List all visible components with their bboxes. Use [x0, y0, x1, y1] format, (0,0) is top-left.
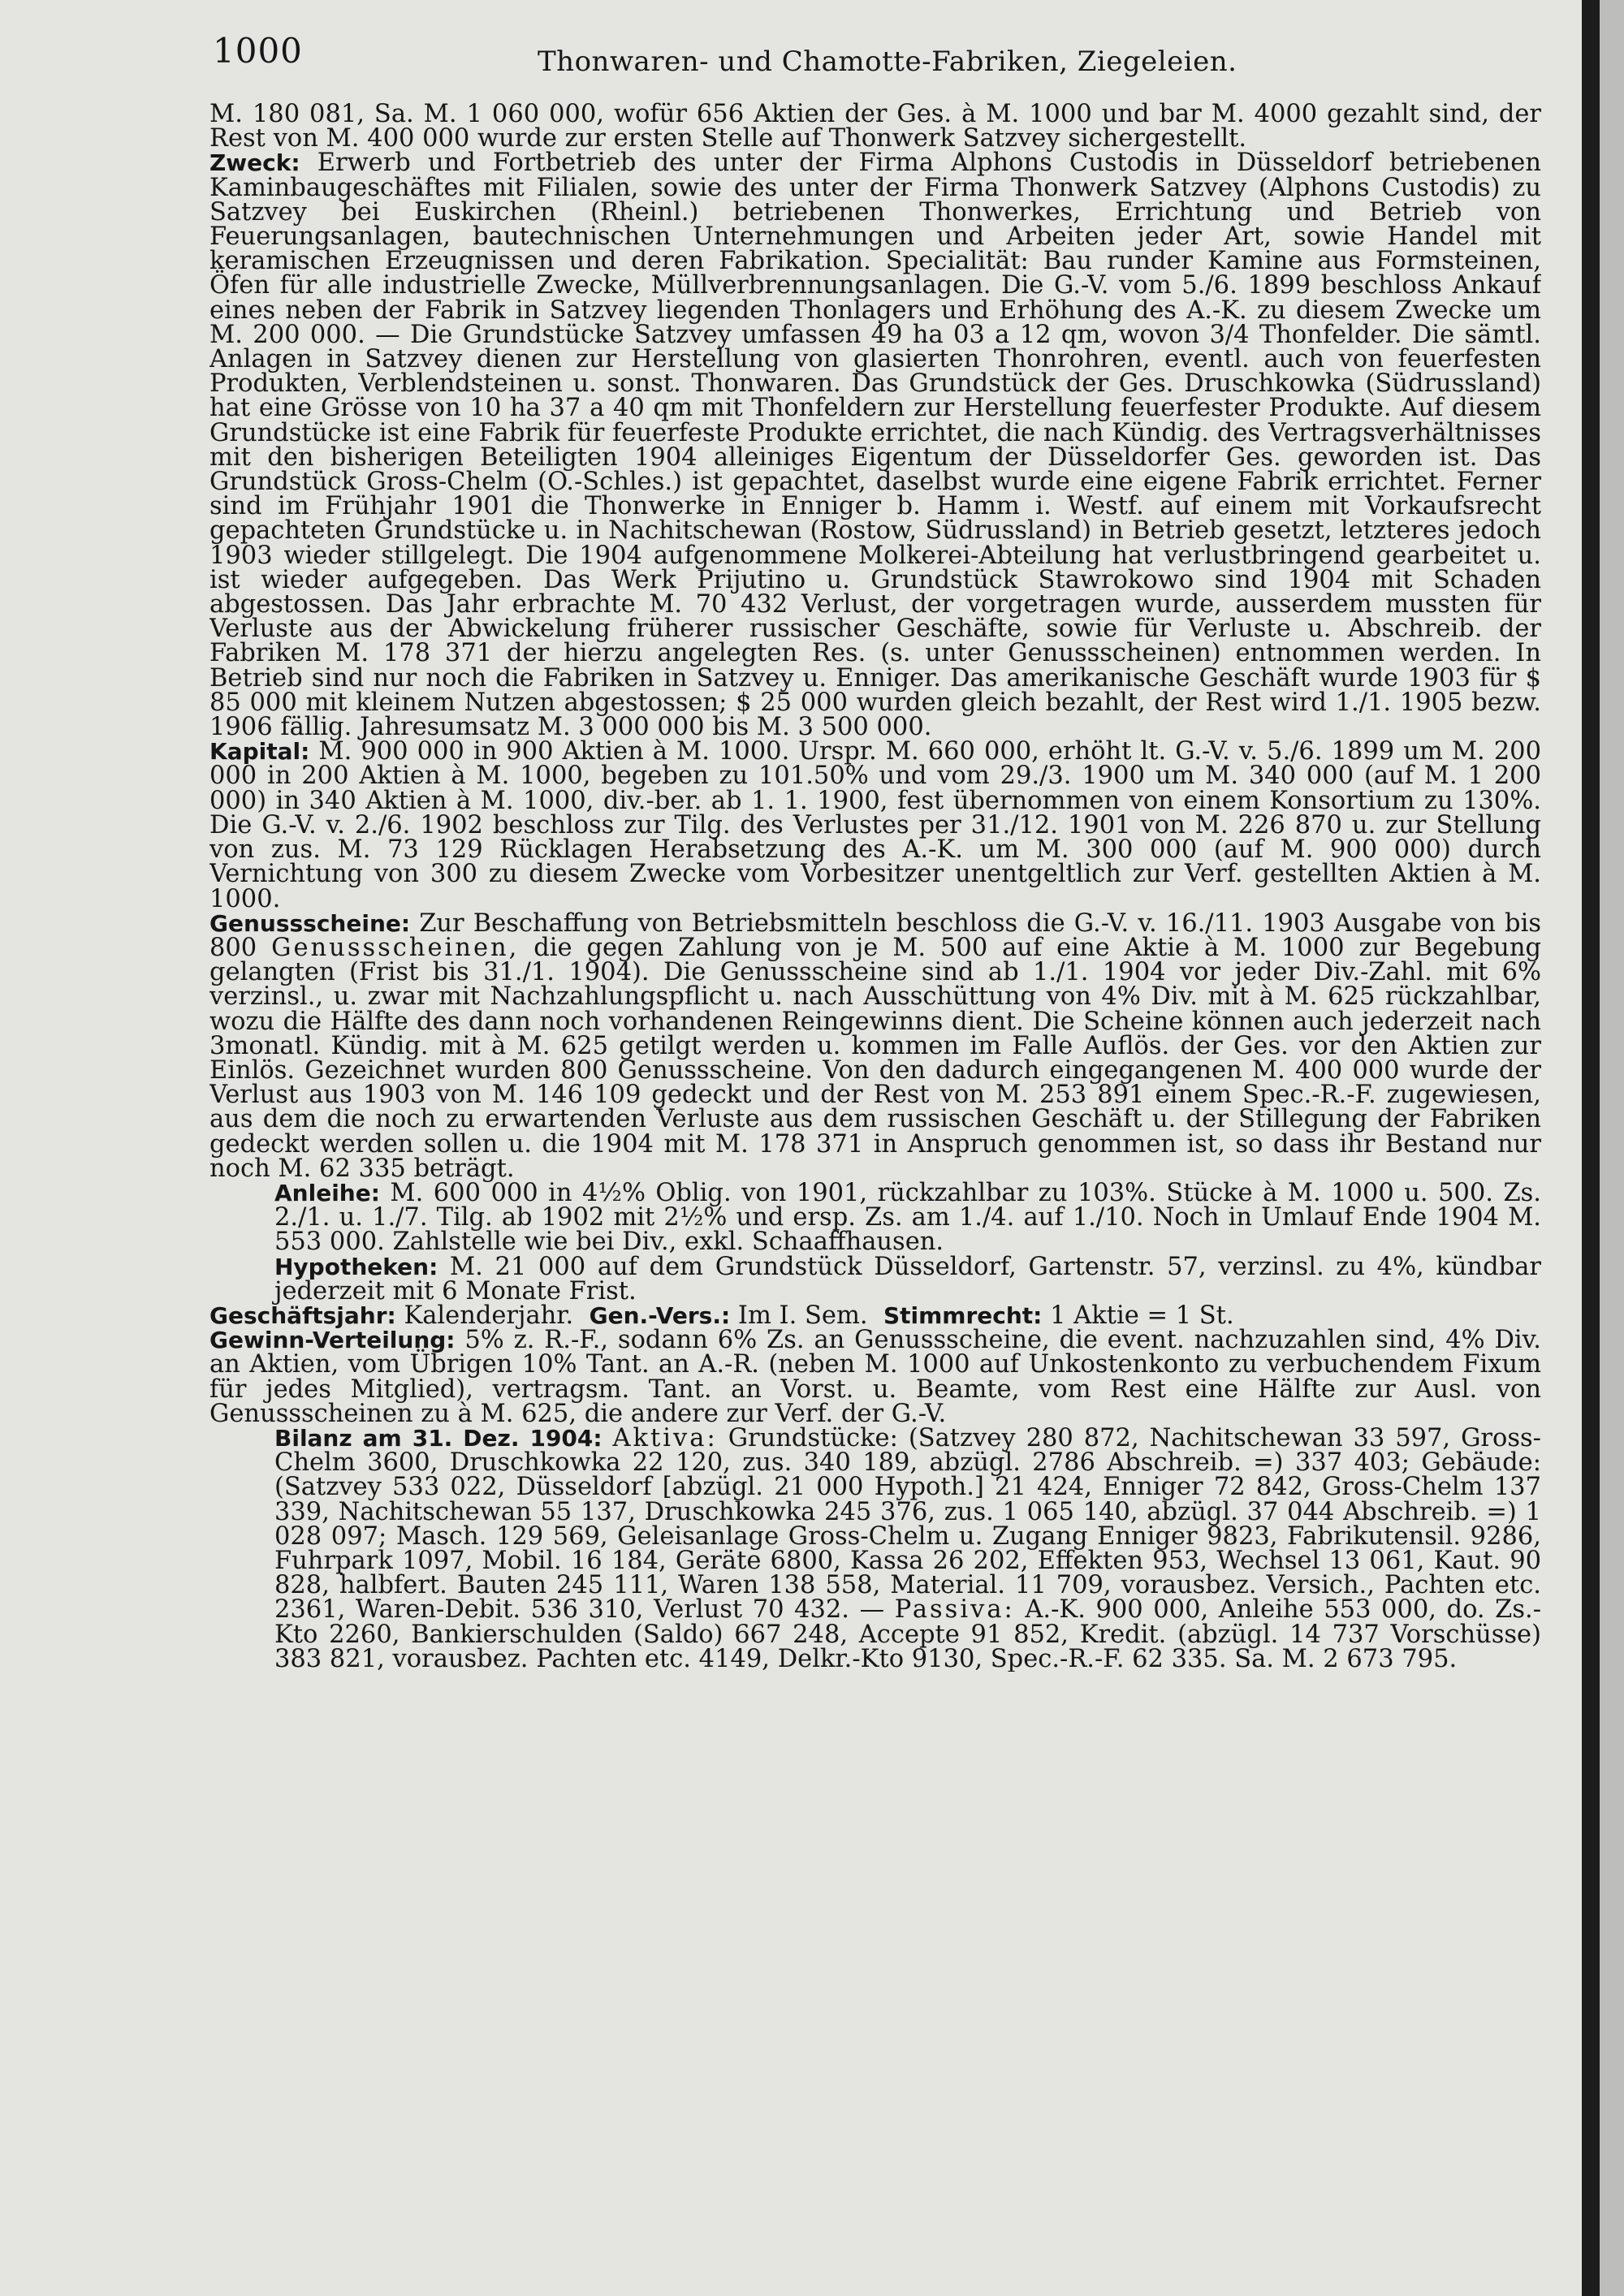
article-body [209, 102, 1541, 1672]
genussscheine-text-a: Zur Beschaffung von Betriebsmitteln beschloss die G.-V. v. 16./11. 1903 Ausgabe von bis 800 [209, 908, 1541, 962]
stimmrecht-label: Stimmrecht: [883, 1301, 1043, 1329]
genussscheine-text-b: die gegen Zahlung von je M. 500 auf eine Aktie à M. 1000 zur Begebung gelangten (Frist bis 31./1. 1904). Die Genussscheine sind ab 1./1. 1904 vor jeder Div.-Zahl. mit 6% verzinsl., u. zwar mit Nachzahlungspflicht u. nach Ausschüttung von 4% Div. mit à M. 625 rückzahlbar, wozu die Hälfte des dann noch vorhandenen Reingewinns dient. Die Scheine können auch jederzeit nach 3monatl. Kündig. mit à M. 625 getilgt werden u. kommen im Falle Auflös. der Ges. vor den Aktien zur Einlös. Gezeichnet wurden 800 Genussscheine. Von den dadurch eingegangenen M. 400 000 wurde der Verlust aus 1903 von M. 146 109 gedeckt und der Rest von M. 253 891 einem Spec.-R.-F. zugewiesen, aus dem die noch zu erwartenden Verluste aus dem russischen Geschäft u. der Stillegung der Fabriken gedeckt werden sollen u. die 1904 mit M. 178 371 in Anspruch genommen ist, so dass ihr Bestand nur noch M. 62 335 beträgt. [209, 933, 1541, 1183]
intro-text: M. 180 081, Sa. M. 1 060 000, wofür 656 Aktien der Ges. à M. 1000 und bar M. 4000 gezahlt sind, der Rest von M. 400 000 wurde zur ersten Stelle auf Thonwerk Satzvey sichergestellt. [209, 102, 1541, 153]
hypotheken-text: M. 21 000 auf dem Grundstück Düsseldorf, Gartenstr. 57, verzinsl. zu 4%, kündbar jederzeit mit 6 Monate Frist. [274, 1252, 1541, 1306]
page-number: 1000 [213, 31, 303, 71]
kapital-text: M. 900 000 in 900 Aktien à M. 1000. Urspr. M. 660 000, erhöht lt. G.-V. v. 5./6. 1899 um M. 200 000 in 200 Aktien à M. 1000, begeben zu 101.50% und vom 29./3. 1900 um M. 340 000 (auf M. 1 200 000) in 340 Aktien à M. 1000, div.-ber. ab 1. 1. 1900, fest übernommen von einem Konsortium zu 130%. Die G.-V. v. 2./6. 1902 beschloss zur Tilg. des Verlustes per 31./12. 1901 von M. 226 870 u. zur Stellung von zus. M. 73 129 Rücklagen Herabsetzung des A.-K. um M. 300 000 (auf M. 900 000) durch Vernichtung von 300 zu diesem Zwecke vom Vorbesitzer unentgeltlich zur Verf. gestellten Aktien à M. 1000. [209, 737, 1541, 913]
bilanz-passiva-text: A.-K. 900 000, Anleihe 553 000, do. Zs.-Kto 2260, Bankierschulden (Saldo) 667 248, Accepte 91 852, Kredit. (abzügl. 14 737 Vorschüsse) 383 821, vorausbez. Pachten etc. 4149, Delkr.-Kto 9130, Spec.-R.-F. 62 335. Sa. M. 2 673 795. [274, 1595, 1541, 1672]
kapital-label: Kapital: [209, 738, 310, 766]
bilanz-passiva-label: Passiva: [894, 1595, 1015, 1625]
intro-paragraph [209, 102, 1541, 151]
hypotheken-paragraph [209, 1252, 1541, 1306]
adjacent-page-edge [1600, 0, 1624, 2296]
gen-vers-text: Im I. Sem. [737, 1301, 868, 1330]
running-title: Thonwaren- und Chamotte-Fabriken, Ziegeleien. [538, 45, 1237, 78]
geschaeftsjahr-paragraph [209, 1301, 1541, 1330]
zweck-label: Zweck: [209, 149, 300, 177]
gewinn-label: Gewinn-Verteilung: [209, 1327, 456, 1354]
bilanz-aktiva-text: Grundstücke: (Satzvey 280 872, Nachitschewan 33 597, Gross-Chelm 3600, Druschkowka 22 120, zus. 340 189, abzügl. 2786 Abschreib. =) 337 403; Gebäude: (Satzvey 533 022, Düsseldorf [abzügl. 21 000 Hypoth.] 21 424, Enniger 72 842, Gross-Chelm 137 339, Nachitschewan 55 137, Druschkowka 245 376, zus. 1 065 140, abzügl. 37 044 Abschreib. =) 1 028 097; Masch. 129 569, Geleisanlage Gross-Chelm u. Zugang Enniger 9823, Fabrikutensil. 9286, Fuhrpark 1097, Mobil. 16 184, Geräte 6800, Kassa 26 202, Effekten 953, Wechsel 13 061, Kaut. 90 828, halbfert. Bauten 245 111, Waren 138 558, Material. 11 709, vorausbez. Versich., Pachten etc. 2361, Waren-Debit. 536 310, Verlust 70 432. — [274, 1423, 1541, 1625]
zweck-paragraph [209, 151, 1541, 740]
genussscheine-paragraph [209, 908, 1541, 1183]
geschaeftsjahr-label: Geschäftsjahr: [209, 1301, 396, 1329]
anleihe-label: Anleihe: [274, 1179, 380, 1206]
bilanz-aktiva-label: Aktiva: [612, 1423, 718, 1452]
hypotheken-label: Hypotheken: [274, 1253, 438, 1280]
zweck-text: Erwerb und Fortbetrieb des unter der Firma Alphons Custodis in Düsseldorf betriebenen Kaminbaugeschäftes mit Filialen, sowie des unter der Firma Thonwerk Satzvey (Alphons Custodis) zu Satzvey bei Euskirchen (Rheinl.) betriebenen Thonwerkes, Errichtung und Betrieb von Feuerungsanlagen, bautechnischen Unternehmungen und Arbeiten jeder Art, sowie Handel mit keramischen Erzeugnissen und deren Fabrikation. Specialität: Bau runder Kamine aus Formsteinen, Öfen für alle industrielle Zwecke, Müllverbrennungsanlagen. Die G.-V. vom 5./6. 1899 beschloss Ankauf eines neben der Fabrik in Satzvey liegenden Thonlagers und Erhöhung des A.-K. zu diesem Zwecke um M. 200 000. — Die Grundstücke Satzvey umfassen 49 ha 03 a 12 qm, wovon 3/4 Thonfelder. Die sämtl. Anlagen in Satzvey dienen zur Herstellung von glasierten Thonrohren, eventl. auch von feuerfesten Produkten, Verblendsteinen u. sonst. Thonwaren. Das Grundstück der Ges. Druschkowka (Südrussland) hat eine Grösse von 10 ha 37 a 40 qm mit Thonfeldern zur Herstellung feuerfester Produkte. Auf diesem Grundstücke ist eine Fabrik für feuerfeste Produkte errichtet, die nach Kündig. des Vertragsverhältnisses mit den bisherigen Beteiligten 1904 alleiniges Eigentum der Düsseldorfer Ges. geworden ist. Das Grundstück Gross-Chelm (O.-Schles.) ist gepachtet, daselbst wurde eine eigene Fabrik errichtet. Ferner sind im Frühjahr 1901 die Thonwerke in Enniger b. Hamm i. Westf. auf einem mit Vorkaufsrecht gepachteten Grundstücke u. in Nachitschewan (Rostow, Südrussland) in Betrieb gesetzt, letzteres jedoch 1903 wieder stillgelegt. Die 1904 aufgenommene Molkerei-Abteilung hat verlustbringend gearbeitet u. ist wieder aufgegeben. Das Werk Prijutino u. Grundstück Stawrokowo sind 1904 mit Schaden abgestossen. Das Jahr erbrachte M. 70 432 Verlust, der vorgetragen wurde, ausserdem mussten für Verluste aus der Abwickelung früherer russischer Geschäfte, sowie für Verluste u. Abschreib. der Fabriken M. 178 371 der hierzu angelegten Res. (s. unter Genussscheinen) entnommen werden. In Betrieb sind nur noch die Fabriken in Satzvey u. Enniger. Das amerikanische Geschäft wurde 1903 für $ 85 000 mit kleinem Nutzen abgestossen; $ 25 000 wurden gleich bezahlt, der Rest wird 1./1. 1905 bezw. 1906 fällig. Jahresumsatz M. 3 000 000 bis M. 3 500 000. [209, 149, 1541, 742]
geschaeftsjahr-text: Kalenderjahr. [404, 1301, 574, 1330]
anleihe-paragraph [209, 1178, 1541, 1257]
genussscheine-spaced-word: Genussscheinen, [271, 933, 520, 962]
kapital-paragraph [209, 737, 1541, 913]
genussscheine-label: Genussscheine: [209, 909, 411, 937]
bilanz-paragraph [209, 1423, 1541, 1672]
gewinn-paragraph [209, 1328, 1541, 1426]
gen-vers-label: Gen.-Vers.: [589, 1301, 731, 1329]
gewinn-text: 5% z. R.-F., sodann 6% Zs. an Genussscheine, die event. nachzuzahlen sind, 4% Div. an Aktien, vom Übrigen 10% Tant. an A.-R. (neben M. 1000 auf Unkostenkonto zu verbuchendem Fixum für jedes Mitglied), vertragsm. Tant. an Vorst. u. Beamte, vom Rest eine Hälfte zur Ausl. von Genussscheinen zu à M. 625, die andere zur Verf. der G.-V. [209, 1326, 1541, 1428]
page-gutter-shadow [1582, 0, 1600, 2296]
bilanz-label: Bilanz am 31. Dez. 1904: [274, 1424, 603, 1452]
anleihe-text: M. 600 000 in 4½% Oblig. von 1901, rückzahlbar zu 103%. Stücke à M. 1000 u. 500. Zs. 2./1. u. 1./7. Tilg. ab 1902 mit 2½% und ersp. Zs. am 1./4. auf 1./10. Noch in Umlauf Ende 1904 M. 553 000. Zahlstelle wie bei Div., exkl. Schaaffhausen. [274, 1178, 1541, 1257]
stimmrecht-text: 1 Aktie = 1 St. [1050, 1301, 1234, 1330]
